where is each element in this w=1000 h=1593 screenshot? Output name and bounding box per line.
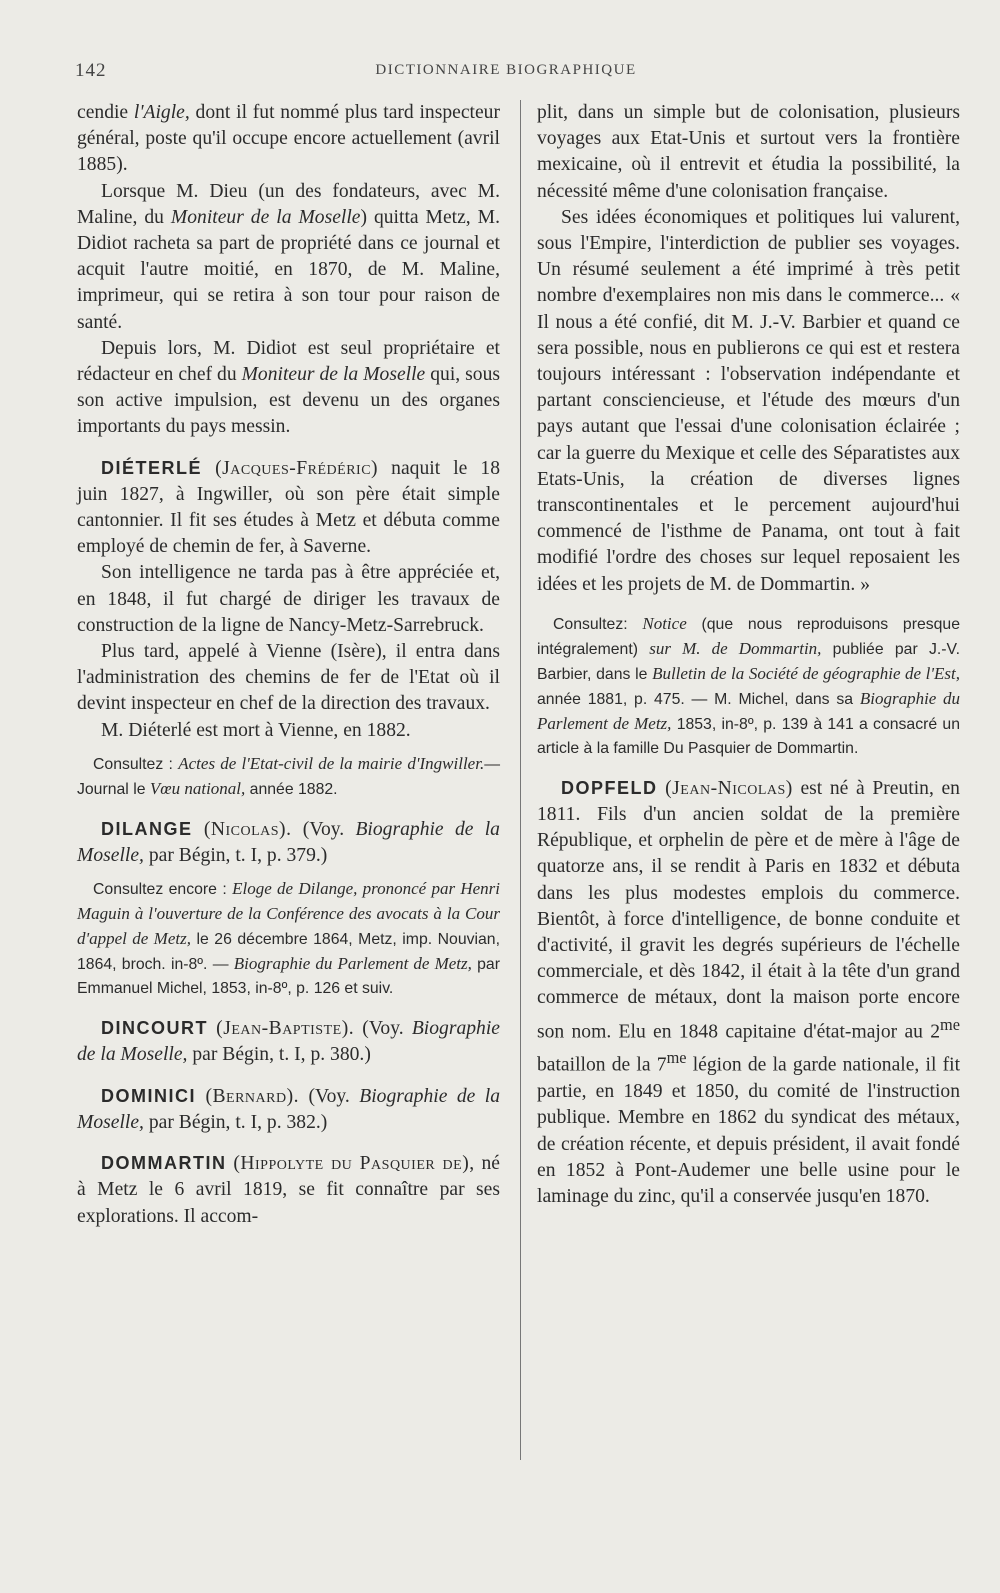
italic-text: Biographie de la Moselle, [77, 1085, 500, 1133]
italic-text: Vœu national, [149, 778, 246, 798]
text: cendie [77, 102, 134, 123]
superscript: me [940, 1014, 960, 1034]
column-divider [520, 100, 521, 1460]
running-title: DICTIONNAIRE BIOGRAPHIQUE [375, 62, 637, 78]
entry-dominici [77, 1083, 500, 1136]
text: dont il fut nommé plus tard inspecteur général, poste qu'il occupe encore actuellement (avril 1885). [77, 102, 500, 176]
text: (Voy. [354, 1018, 412, 1040]
entry-given-names: (Jean-Baptiste). [216, 1018, 355, 1040]
paragraph: Ses idées économiques et politiques lui valurent, sous l'Empire, l'interdiction de publier ses voyages. Un résumé seulement a été imprimé à très petit nombre d'exemplaires non mis dans le commerce... « Il nous a été confié, dit M. J.-V. Barbier et quand ce sera possible, nous en publierons ce qui est et restera toujours intéressant : l'observation indépendante et partant consciencieuse, et l'étude des mœurs d'un pays autant que l'essai d'une colonisation éclairée ; car la guerre du Mexique et celle des Séparatistes aux Etats-Unis, la création de diverses lignes transcontinentales et le percement aujourd'hui commencé de l'isthme de Panama, ont tout à fait modifié l'ordre des choses sur lequel reposaient les idées et les projets de M. de Dommartin. » [537, 206, 960, 595]
italic-text: Notice [642, 613, 687, 633]
consultez-note [77, 752, 500, 802]
text: par Bégin, t. I, p. 379.) [143, 845, 328, 867]
entry-name: DINCOURT [101, 1018, 208, 1039]
text: Consultez: [553, 615, 643, 633]
italic-text: Moniteur de la Moselle [241, 364, 426, 386]
paragraph [77, 336, 500, 441]
text: Consultez : [93, 755, 179, 773]
paragraph: M. Diéterlé est mort à Vienne, en 1882. [101, 719, 411, 741]
entry-dieterle [77, 455, 500, 561]
italic-text: Biographie de la Moselle, [77, 818, 500, 867]
text: est né à Preutin, en 1811. Fils d'un ancien soldat de la première République, et orphelin de père et de mère à l'âge de quatorze ans, il se rendit à Paris en 1832 et débuta dans les plus modestes emplois du commerce. Bientôt, à force d'intelligence, de bonne conduite et d'activité, il gravit les degrés supérieurs de l'échelle commerciale, et dès 1842, il était à la tête d'un grand commerce de métaux, dont la maison porte encore son nom. Elu en 1848 capitaine d'état-major au 2 [537, 777, 960, 1043]
entry-dopfeld [537, 775, 960, 1210]
entry-text: né à Metz le 6 avril 1819, se fit connaître par ses explorations. Il accom- [77, 1153, 500, 1227]
italic-text: Eloge de Dilange, prononcé par Henri Maguin à l'ouverture de la Conférence des avocats à la Cour d'appel de Metz, [77, 879, 500, 949]
entry-name: DILANGE [101, 818, 193, 839]
text: année 1881, p. 475. — M. Michel, dans sa [537, 690, 860, 708]
superscript: me [666, 1048, 687, 1068]
italic-text: l'Aigle, [133, 102, 190, 123]
italic-text: Biographie du Parlement de Metz, [233, 954, 472, 974]
text: par Bégin, t. I, p. 382.) [143, 1111, 328, 1133]
consultez-note [537, 612, 960, 761]
entry-given-names: (Jean-Nicolas) [665, 777, 793, 799]
entry-name: DOMMARTIN [101, 1153, 227, 1174]
italic-text: Actes de l'Etat-civil de la mairie d'Ingwiller. [178, 753, 485, 773]
entry-given-names: (Jacques-Frédéric) [215, 457, 379, 479]
text: publiée par J.-V. Barbier, dans le [537, 640, 960, 683]
entry-given-names: (Nicolas). [203, 818, 292, 840]
italic-text: Moniteur de la Moselle [170, 206, 361, 228]
paragraph [77, 179, 500, 336]
text: année 1882. [245, 780, 338, 798]
text: — Journal le [77, 755, 500, 798]
paragraph: plit, dans un simple but de colonisation, plusieurs voyages aux Etat-Unis et surtout vers la frontière mexicaine, où il entrevit et étudia la possibilité, la nécessité même d'une colonisation française. [537, 102, 960, 202]
italic-text: Biographie du Parlement de Metz, [537, 688, 960, 733]
text: (que nous reproduisons presque intégralement) [537, 615, 960, 658]
page-number: 142 [75, 60, 107, 81]
text: par Emmanuel Michel, 1853, in-8º, p. 126 et suiv. [77, 956, 500, 998]
right-column [537, 100, 960, 1210]
text: par Bégin, t. I, p. 380.) [187, 1044, 371, 1066]
entry-text: naquit le 18 juin 1827, à Ingwiller, où son père était simple cantonnier. Il fit ses études à Metz et débuta comme employé de chemin de fer, à Saverne. [77, 457, 501, 558]
entry-dincourt [77, 1015, 500, 1068]
paragraph [77, 100, 500, 179]
consultez-note [77, 877, 500, 1001]
entry-given-names: (Hippolyte du Pasquier de), [233, 1153, 475, 1175]
text: bataillon de la 7 [537, 1054, 667, 1076]
left-column [77, 100, 500, 1230]
italic-text: Bulletin de la Société de géographie de l'Est, [652, 663, 960, 683]
text: (Voy. [291, 818, 356, 840]
text: le 26 décembre 1864, Metz, imp. Nouvian, 1864, broch. in-8º. — [77, 931, 500, 974]
entry-dilange [77, 816, 500, 869]
entry-name: DIÉTERLÉ [101, 457, 203, 478]
text: qui, sous son active impulsion, est devenu un des organes importants du pays messin. [77, 364, 500, 438]
entry-name: DOMINICI [101, 1085, 196, 1106]
text: Consultez encore : [93, 881, 233, 899]
entry-name: DOPFELD [561, 777, 658, 798]
text: 1853, in-8º, p. 139 à 141 a consacré un article à la famille Du Pasquier de Dommartin. [537, 715, 960, 757]
text: légion de la garde nationale, il fit partie, en 1849 et 1850, du comité de l'instruction publique. Membre en 1862 du syndicat des métaux, de création récente, et depuis président, il avait fondé en 1852 à Pont-Audemer une belle usine pour le laminage du zinc, qu'il a conservée jusqu'en 1870. [537, 1054, 961, 1207]
page-header [75, 60, 937, 84]
entry-dommartin [77, 1150, 500, 1230]
text: Depuis lors, M. Didiot est seul propriétaire et rédacteur en chef du [77, 337, 500, 386]
entry-given-names: (Bernard). [205, 1085, 300, 1107]
text: ) quitta Metz, M. Didiot racheta sa part de propriété dans ce journal et acquit l'autre moitié, en 1870, de M. Maline, imprimeur, qui se retira à son tour pour raison de santé. [77, 206, 500, 333]
text: (Voy. [299, 1085, 360, 1107]
paragraph: Son intelligence ne tarda pas à être appréciée et, en 1848, il fut chargé de diriger les travaux de construction de la ligne de Nancy-Metz-Sarrebruck. [77, 562, 500, 636]
paragraph: Plus tard, appelé à Vienne (Isère), il entra dans l'administration des chemins de fer de l'Etat où il devint inspecteur en chef de la direction des travaux. [77, 641, 500, 715]
italic-text: sur M. de Dommartin, [649, 638, 822, 658]
text: Lorsque M. Dieu (un des fondateurs, avec M. Maline, du [77, 180, 500, 228]
italic-text: Biographie de la Moselle, [77, 1018, 500, 1066]
